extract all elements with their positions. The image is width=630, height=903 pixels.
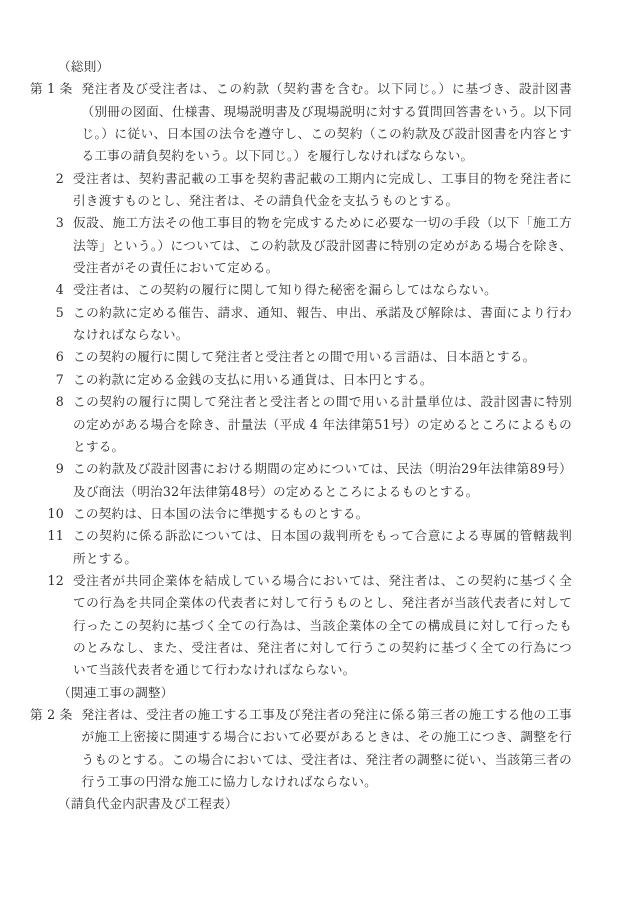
clause-item (30, 369, 572, 391)
clause-item (30, 346, 572, 368)
clause-number: 3 (55, 215, 64, 231)
article-text: 発注者は、受注者の施工する工事及び発注者の発注に係る第三者の施工する他の工事が施工上密接に関連する場合において必要があるときは、その施工につき、調整を行うものとする。この場合においては、受注者は、発注者の調整に従い、当該第三者の行う工事の円滑な施工に協力しなければならない。 (81, 706, 572, 789)
clause-item (30, 212, 572, 279)
document-body (30, 56, 572, 816)
clause-item (30, 279, 572, 301)
clause-number: 7 (55, 371, 64, 387)
article-label: 第 2 条 (30, 706, 73, 722)
clause-text: この契約の履行に関して発注者と受注者との間で用いる言語は、日本語とする。 (73, 349, 536, 365)
clause-text: この契約の履行に関して発注者と受注者との間で用いる計量単位は、設計図書に特別の定めがある場合を除き、計量法（平成 4 年法律第51号）の定めるところによるものとする。 (73, 394, 572, 454)
clause-text: 受注者は、この契約の履行に関して知り得た秘密を漏らしてはならない。 (73, 282, 497, 298)
clause-text: この約款に定める催告、請求、通知、報告、申出、承諾及び解除は、書面により行わなければならない。 (73, 304, 572, 343)
article-paragraph (30, 704, 572, 793)
clause-number: 8 (55, 394, 64, 410)
clause-number: 11 (47, 528, 64, 544)
clause-item (30, 458, 572, 503)
clause-number: 6 (55, 349, 64, 365)
clause-text: この約款に定める金銭の支払に用いる通貨は、日本円とする。 (73, 371, 433, 387)
clause-number: 2 (55, 170, 64, 186)
clause-text: 受注者が共同企業体を結成している場合においては、発注者は、この契約に基づく全ての行為を共同企業体の代表者に対して行うものとし、発注者が当該代表者に対して行ったこの契約に基づく全ての行為は、当該企業体の全ての構成員に対して行ったものとみなし、また、受注者は、発注者に対して行うこの契約に基づく全ての行為について当該代表者を通じて行わなければならない。 (73, 572, 572, 678)
clause-number: 12 (47, 572, 64, 588)
clause-text: 仮設、施工方法その他工事目的物を完成するために必要な一切の手段（以下「施工方法等」という。）については、この約款及び設計図書に特別の定めがある場合を除き、受注者がその責任において定める。 (73, 215, 572, 276)
clause-item (30, 391, 572, 458)
clause-number: 4 (55, 282, 64, 298)
section-heading: （総則） (58, 59, 110, 74)
clause-item (30, 302, 572, 347)
section-heading: （請負代金内訳書及び工程表） (58, 796, 238, 812)
article-paragraph (30, 78, 572, 167)
clause-item (30, 570, 572, 682)
clause-number: 5 (55, 304, 64, 320)
clause-item (30, 525, 572, 570)
section-heading: （関連工事の調整） (58, 684, 174, 700)
article-label: 第 1 条 (30, 81, 73, 97)
clause-text: この契約に係る訴訟については、日本国の裁判所をもって合意による専属的管轄裁判所とする。 (73, 528, 572, 566)
clause-text: 受注者は、契約書記載の工事を契約書記載の工期内に完成し、工事目的物を発注者に引き渡すものとし、発注者は、その請負代金を支払うものとする。 (73, 170, 572, 209)
clause-number: 10 (47, 505, 64, 521)
clause-item (30, 503, 572, 525)
clause-number: 9 (55, 461, 64, 477)
clause-text: この契約は、日本国の法令に準拠するものとする。 (73, 505, 369, 521)
clause-item (30, 168, 572, 213)
article-text: 発注者及び受注者は、この約款（契約書を含む。以下同じ。）に基づき、設計図書（別冊の図面、仕様書、現場説明書及び現場説明に対する質問回答書をいう。以下同じ。）に従い、日本国の法令を遵守し、この契約（この約款及び設計図書を内容とする工事の請負契約をいう。以下同じ。）を履行しなければならない。 (81, 81, 572, 164)
clause-text: この約款及び設計図書における期間の定めについては、民法（明治29年法律第89号）及び商法（明治32年法律第48号）の定めるところによるものとする。 (73, 461, 572, 499)
